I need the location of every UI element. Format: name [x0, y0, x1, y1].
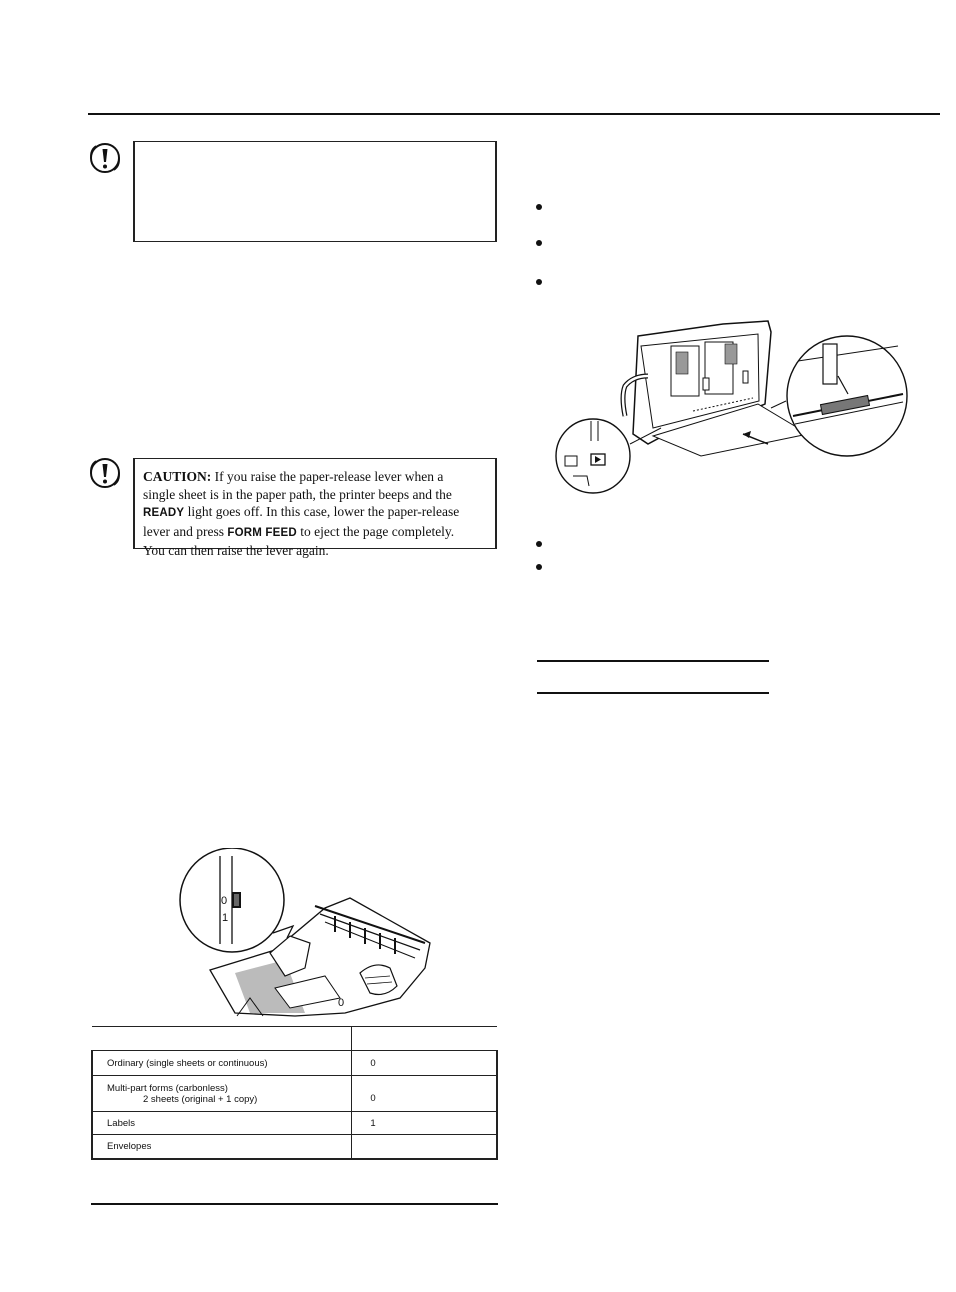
table-row: Ordinary (single sheets or continuous) 0	[92, 1051, 497, 1076]
paper-thickness-table	[91, 1026, 498, 1160]
caution-label: CAUTION:	[143, 469, 212, 484]
printer-rear-paper-feed-illustration	[553, 316, 908, 496]
table-header-row	[92, 1027, 497, 1051]
bullet-marker	[536, 279, 542, 285]
ready-light-label: READY	[143, 507, 185, 519]
bullet-marker	[536, 240, 542, 246]
header-rule	[88, 113, 940, 115]
section-rule-bottom	[537, 692, 769, 694]
table-row: Envelopes	[92, 1135, 497, 1159]
form-feed-key-label: FORM FEED	[227, 526, 297, 539]
svg-text:0: 0	[338, 997, 345, 1009]
notice-box-empty	[133, 141, 497, 242]
bullet-marker	[536, 204, 542, 210]
bullet-marker	[536, 541, 542, 547]
exclamation-circle-icon	[88, 141, 122, 175]
exclamation-circle-icon	[88, 456, 122, 490]
bullet-marker	[536, 564, 542, 570]
table-row: Multi-part forms (carbonless) 2 sheets (original + 1 copy) 0	[92, 1076, 497, 1112]
table-row: Labels 1	[92, 1112, 497, 1135]
lever-position-0-label: 0	[221, 895, 228, 907]
section-rule-top	[537, 660, 769, 662]
table-footer-rule	[91, 1203, 498, 1205]
caution-box	[133, 458, 497, 558]
caution-text: CAUTION: If you raise the paper-release lever when a single sheet is in the paper path, the printer beeps and the READY light goes off. In this case, lower the paper-release lever and press FORM FEED to eject the page completely. You can then raise the lever again.	[143, 469, 460, 558]
lever-position-1-label: 1	[222, 912, 229, 924]
paper-thickness-lever-illustration	[175, 848, 440, 1018]
